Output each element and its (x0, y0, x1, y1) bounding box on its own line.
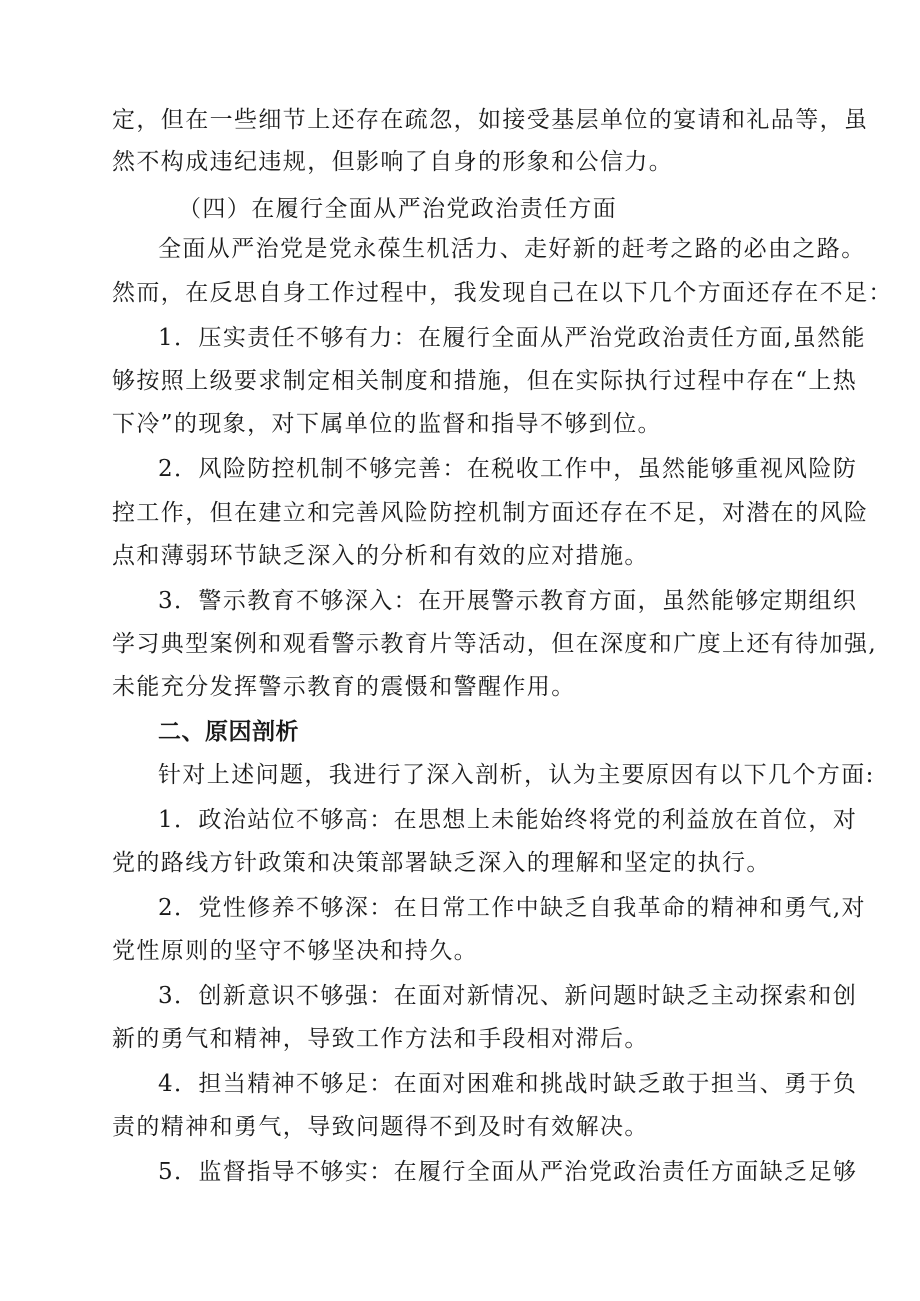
paragraph-line: 针对上述问题，我进行了深入剖析，认为主要原因有以下几个方面: (158, 762, 875, 788)
paragraph-line: 定，但在一些细节上还存在疏忽，如接受基层单位的宴请和礼品等，虽 (112, 107, 869, 133)
list-item-line: 党性原则的坚守不够坚决和持久。 (112, 938, 478, 964)
list-item-line: 5．监督指导不够实：在履行全面从严治党政治责任方面缺乏足够 (158, 1159, 858, 1185)
list-item-line: 1．压实责任不够有力：在履行全面从严治党政治责任方面,虽然能 (158, 325, 866, 351)
section-heading: 二、原因剖析 (158, 719, 299, 745)
list-item-line: 学习典型案例和观看警示教育片等活动，但在深度和广度上还有待加强, (112, 631, 878, 657)
list-item-line: 新的勇气和精神，导致工作方法和手段相对滞后。 (112, 1026, 649, 1052)
list-item-line: 2．党性修养不够深：在日常工作中缺乏自我革命的精神和勇气,对 (158, 895, 866, 921)
paragraph-line: 全面从严治党是党永葆生机活力、走好新的赶考之路的必由之路。 (158, 236, 866, 262)
section-subheading: （四）在履行全面从严治党政治责任方面 (178, 196, 618, 222)
list-item-line: 未能充分发挥警示教育的震慑和警醒作用。 (112, 674, 576, 700)
list-item-line: 够按照上级要求制定相关制度和措施，但在实际执行过程中存在“上热 (112, 368, 858, 394)
list-item-line: 责的精神和勇气，导致问题得不到及时有效解决。 (112, 1114, 649, 1140)
paragraph-line: 然不构成违纪违规，但影响了自身的形象和公信力。 (112, 149, 674, 175)
paragraph-line: 然而，在反思自身工作过程中，我发现自己在以下几个方面还存在不足： (112, 280, 893, 306)
list-item-line: 1．政治站位不够高：在思想上未能始终将党的利益放在首位，对 (158, 807, 858, 833)
list-item-line: 2．风险防控机制不够完善：在税收工作中，虽然能够重视风险防 (158, 456, 858, 482)
list-item-line: 党的路线方针政策和决策部署缺乏深入的理解和坚定的执行。 (112, 850, 771, 876)
list-item-line: 点和薄弱环节缺乏深入的分析和有效的应对措施。 (112, 543, 649, 569)
list-item-line: 下冷”的现象，对下属单位的监督和指导不够到位。 (112, 411, 662, 437)
list-item-line: 4．担当精神不够足：在面对困难和挑战时缺乏敢于担当、勇于负 (158, 1071, 858, 1097)
list-item-line: 控工作，但在建立和完善风险防控机制方面还存在不足，对潜在的风险 (112, 500, 869, 526)
list-item-line: 3．创新意识不够强：在面对新情况、新问题时缺乏主动探索和创 (158, 983, 858, 1009)
list-item-line: 3．警示教育不够深入：在开展警示教育方面，虽然能够定期组织 (158, 588, 858, 614)
